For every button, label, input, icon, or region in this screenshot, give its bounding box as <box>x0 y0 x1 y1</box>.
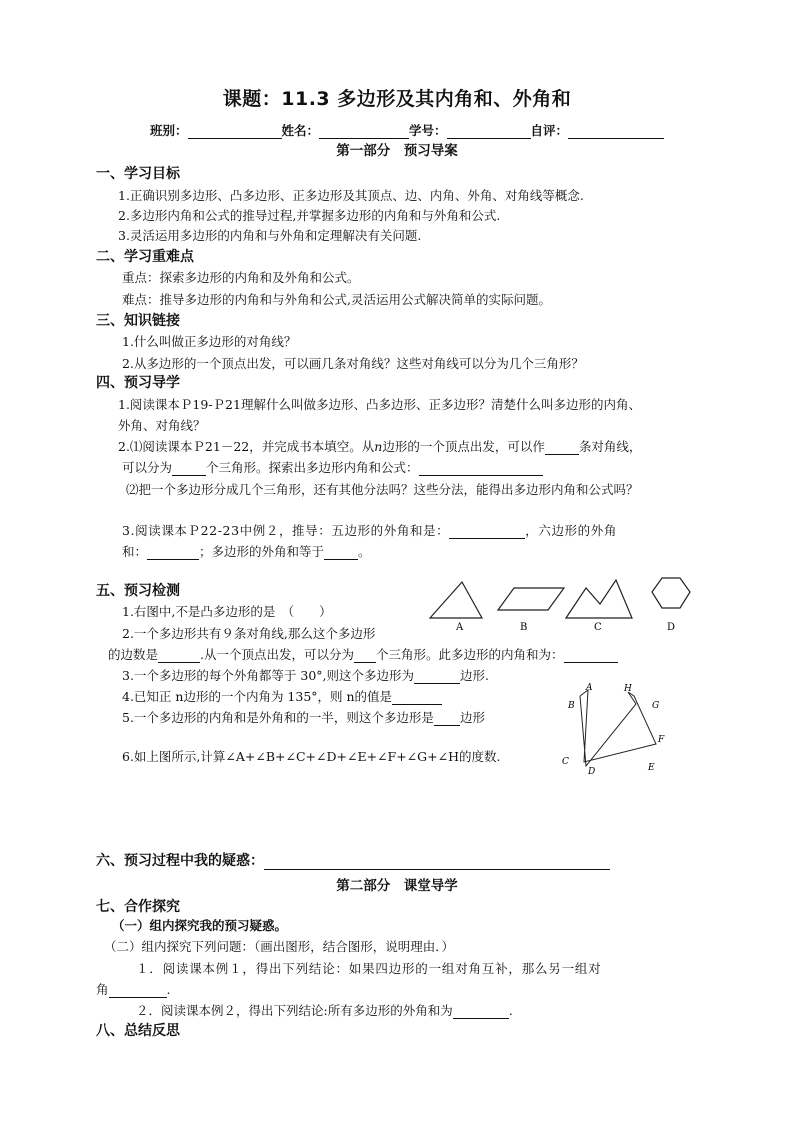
section-5-heading: 五、预习检测 <box>96 583 180 599</box>
difficult-point: 难点：推导多边形的内角和与外角和公式,灵活运用公式解决简单的实际问题。 <box>122 292 551 307</box>
polygon-exterior-blank[interactable] <box>324 547 358 560</box>
class-field[interactable] <box>188 126 282 139</box>
guide-1-line2: 外角、对角线？ <box>118 418 206 433</box>
check-q4: 4.已知正 n边形的一个内角为 135°，则 n的值是 <box>122 687 442 705</box>
guide-3-line1: 3.阅读课本Ｐ22-23中例２，推导：五边形的外角和是： ，六边形的外角 <box>122 523 617 538</box>
check-q6: 6.如上图所示,计算∠A+∠B+∠C+∠D+∠E+∠F+∠G+∠H的度数. <box>122 749 501 764</box>
side-count-blank[interactable] <box>158 650 200 663</box>
guide-2-line2: 可以分为 个三角形。探索出多边形内角和公式： <box>122 458 543 476</box>
explore-sub-1: （一）组内探究我的预习疑惑。 <box>112 918 288 933</box>
shape-label-c: C <box>594 622 602 633</box>
eval-field[interactable] <box>568 126 664 139</box>
crossed-polygon-lines <box>580 690 656 766</box>
student-info-row <box>150 121 664 139</box>
vertex-d: D <box>588 767 596 777</box>
goal-1: 1.正确识别多边形、凸多边形、正多边形及其顶点、边、内角、外角、对角线等概念. <box>118 188 584 203</box>
link-q2: 2.从多边形的一个顶点出发，可以画几条对角线？这些对角线可以分为几个三角形？ <box>122 356 584 371</box>
explore-p1-line1: １．阅读课本例１，得出下列结论：如果四边形的一组对角互补，那么另一组对 <box>136 961 602 976</box>
shape-a-triangle <box>430 582 482 618</box>
explore-p1-line2: 角 . <box>96 982 171 997</box>
angle-figure <box>556 676 690 780</box>
diagonal-count-blank[interactable] <box>545 442 579 455</box>
guide-1-line1: 1.阅读课本Ｐ19-Ｐ21理解什么叫做多边形、凸多边形、正多边形？清楚什么叫多边形的内角、 <box>118 397 641 412</box>
vertex-g: G <box>652 701 660 711</box>
shape-label-d: D <box>667 622 676 633</box>
guide-2-line1: 2.⑴阅读课本Ｐ21－22，并完成书本填空。从n边形的一个顶点出发，可以作 条对角线， <box>118 439 642 454</box>
class-label: 班别： <box>150 123 188 138</box>
shape-c-concave <box>566 580 632 618</box>
shape-label-b: B <box>520 622 528 633</box>
part-two-title: 第二部分 课堂导学 <box>336 878 458 894</box>
interior-formula-blank[interactable] <box>419 463 543 476</box>
angle-sum-blank[interactable] <box>564 650 618 663</box>
shape-b-parallelogram <box>498 588 564 610</box>
exterior-sum-blank[interactable] <box>453 1006 509 1019</box>
section-2-heading: 二、学习重难点 <box>96 249 194 265</box>
section-4-heading: 四、预习导学 <box>96 375 180 391</box>
name-field[interactable] <box>319 126 409 139</box>
guide-2-line3: ⑵把一个多边形分成几个三角形，还有其他分法吗？这些分法，能得出多边形内角和公式吗？ <box>126 482 639 497</box>
check-q1: 1.右图中,不是凸多边形的是 （ ） <box>122 604 332 619</box>
section-1-heading: 一、学习目标 <box>96 166 180 182</box>
shape-d-hexagon <box>652 578 690 608</box>
key-point: 重点：探索多边形的内角和及外角和公式。 <box>122 270 360 285</box>
vertex-b: B <box>568 701 575 711</box>
triangle-count-blank[interactable] <box>172 463 206 476</box>
pentagon-exterior-blank[interactable] <box>449 526 525 539</box>
doubts-field[interactable] <box>264 856 610 870</box>
section-8-heading: 八、总结反思 <box>96 1023 180 1039</box>
check-q2-line2: 的边数是 .从一个顶点出发，可以分为 个三角形。此多边形的内角和为： <box>108 645 618 663</box>
check-q2-line1: 2.一个多边形共有９条对角线,那么这个多边形 <box>122 626 376 641</box>
shape-label-a: A <box>456 622 464 633</box>
section-3-heading: 三、知识链接 <box>96 313 180 329</box>
page-title: 课题：11.3 多边形及其内角和、外角和 <box>222 88 572 110</box>
eval-label: 自评： <box>530 123 569 138</box>
polygon-shapes-figure <box>424 574 708 636</box>
check-q5: 5.一个多边形的内角和是外角和的一半，则这个多边形是 边形 <box>122 710 485 725</box>
name-label: 姓名： <box>281 123 320 138</box>
id-field[interactable] <box>447 126 531 139</box>
id-label: 学号： <box>409 123 447 138</box>
q3-blank[interactable] <box>414 671 460 684</box>
part-one-title: 第一部分 预习导案 <box>336 143 458 159</box>
goal-3: 3.灵活运用多边形的内角和与外角和定理解决有关问题. <box>118 228 422 243</box>
goal-2: 2.多边形内角和公式的推导过程,并掌握多边形的内角和与外角和公式. <box>118 208 501 223</box>
section-7-heading: 七、合作探究 <box>96 899 180 915</box>
angle-conclusion-blank[interactable] <box>109 985 167 998</box>
triangles-blank[interactable] <box>354 650 376 663</box>
hexagon-exterior-blank[interactable] <box>147 547 199 560</box>
vertex-c: C <box>562 757 569 767</box>
explore-sub-2: （二）组内探究下列问题：（画出图形，结合图形，说明理由．） <box>104 939 455 954</box>
explore-p2: ２．阅读课本例２，得出下列结论:所有多边形的外角和为 . <box>136 1003 513 1018</box>
check-q3: 3.一个多边形的每个外角都等于 30°,则这个多边形为 边形. <box>122 668 490 683</box>
vertex-e: E <box>648 763 655 773</box>
section-6-heading: 六、预习过程中我的疑惑： <box>96 850 610 870</box>
vertex-h: H <box>624 684 632 694</box>
q5-blank[interactable] <box>434 713 460 726</box>
guide-3-line2: 和： ；多边形的外角和等于 。 <box>122 544 371 559</box>
link-q1: 1.什么叫做正多边形的对角线？ <box>122 334 297 349</box>
q4-blank[interactable] <box>392 692 442 705</box>
vertex-f: F <box>658 735 665 745</box>
vertex-a: A <box>586 683 593 693</box>
